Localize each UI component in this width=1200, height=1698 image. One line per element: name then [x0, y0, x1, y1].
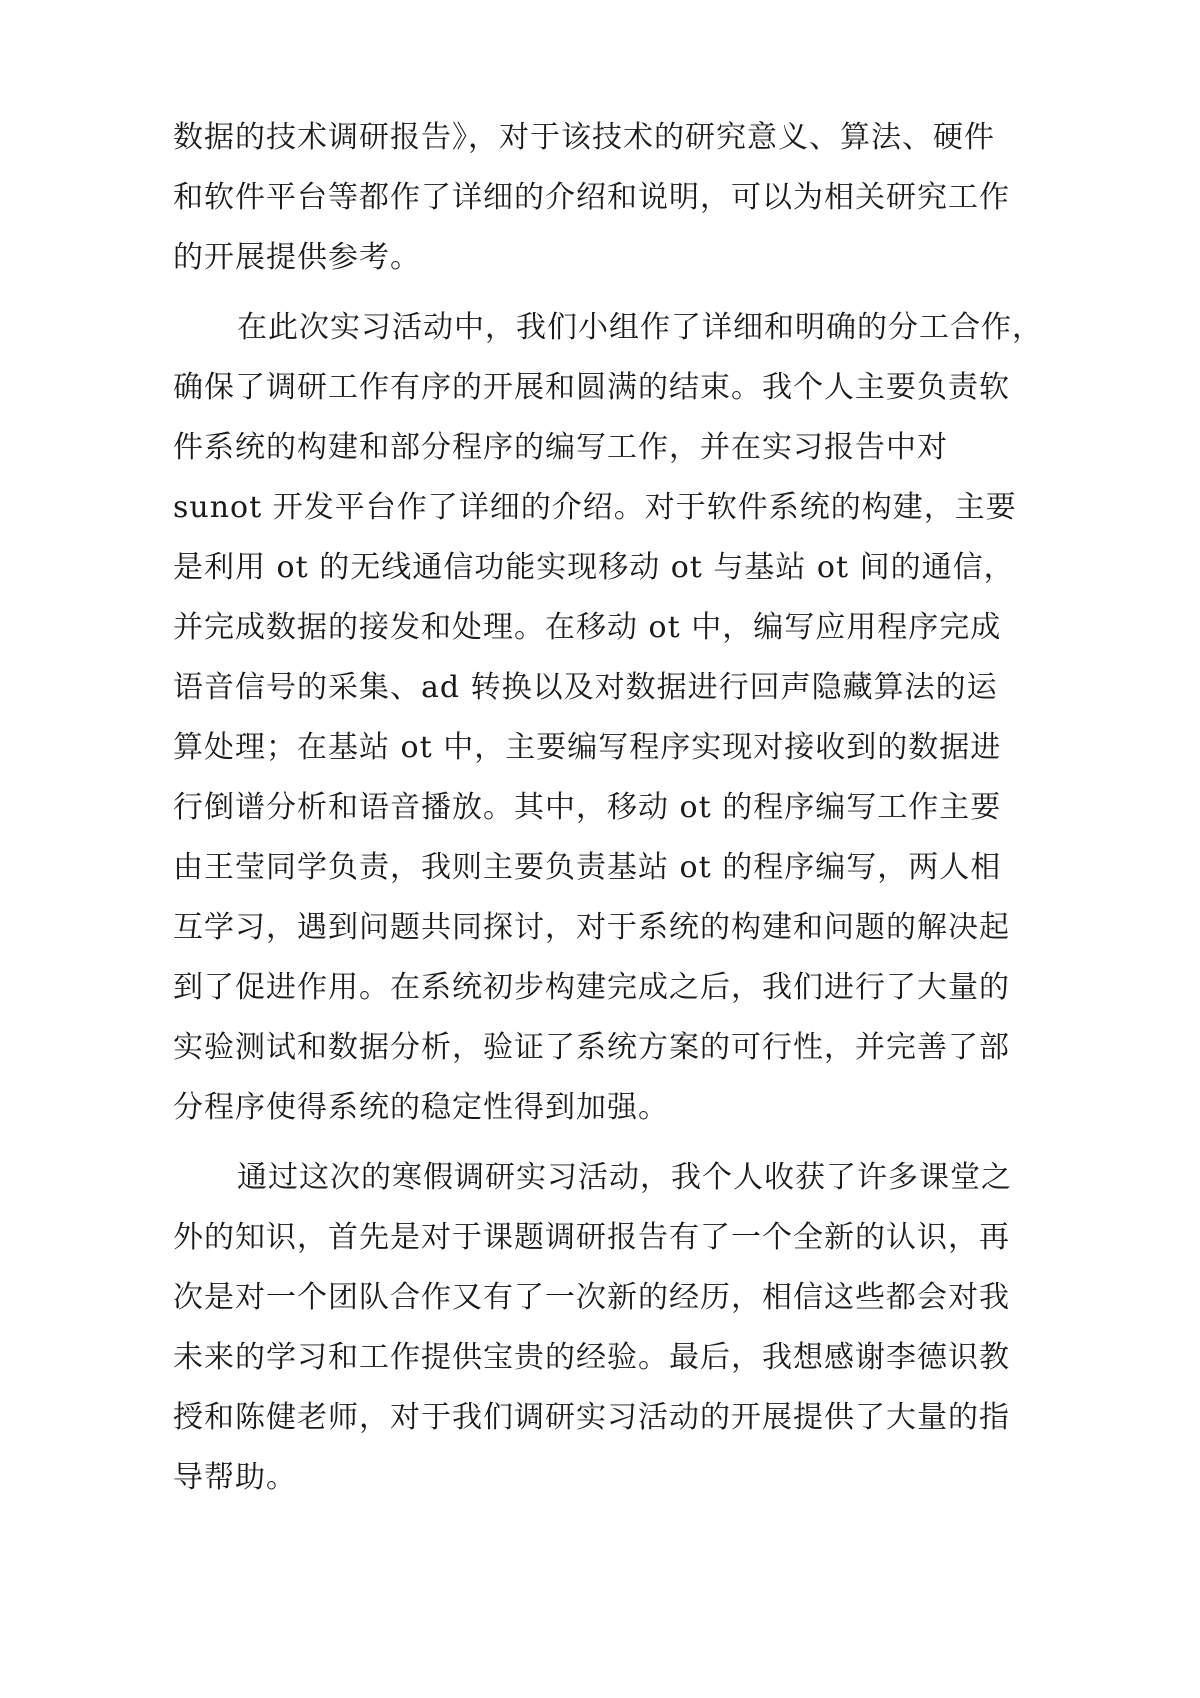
paragraph-2-line-14: 分程序使得系统的稳定性得到加强。	[173, 1090, 669, 1125]
paragraph-3-line-3: 次是对一个团队合作又有了一次新的经历，相信这些都会对我	[173, 1280, 1010, 1315]
paragraph-1-line-3: 的开展提供参考。	[173, 240, 421, 275]
paragraph-2-line-13: 实验测试和数据分析，验证了系统方案的可行性，并完善了部	[173, 1030, 1010, 1065]
paragraph-3-line-6: 导帮助。	[173, 1460, 297, 1495]
paragraph-2-line-12: 到了促进作用。在系统初步构建完成之后，我们进行了大量的	[173, 970, 1010, 1005]
paragraph-2-line-6: 并完成数据的接发和处理。在移动 ot 中，编写应用程序完成	[173, 610, 1002, 645]
paragraph-1-line-2: 和软件平台等都作了详细的介绍和说明，可以为相关研究工作	[173, 180, 1010, 215]
paragraph-1-line-1: 数据的技术调研报告》，对于该技术的研究意义、算法、硬件	[173, 120, 995, 155]
paragraph-2-line-2: 确保了调研工作有序的开展和圆满的结束。我个人主要负责软	[173, 370, 1010, 405]
paragraph-2-line-10: 由王莹同学负责，我则主要负责基站 ot 的程序编写，两人相	[173, 850, 1002, 885]
paragraph-3-line-4: 未来的学习和工作提供宝贵的经验。最后，我想感谢李德识教	[173, 1340, 1010, 1375]
paragraph-3-line-2: 外的知识，首先是对于课题调研报告有了一个全新的认识，再	[173, 1220, 1010, 1255]
paragraph-2-line-9: 行倒谱分析和语音播放。其中，移动 ot 的程序编写工作主要	[173, 790, 1002, 825]
paragraph-2-line-1: 在此次实习活动中，我们小组作了详细和明确的分工合作，	[237, 310, 1043, 345]
paragraph-3-line-5: 授和陈健老师，对于我们调研实习活动的开展提供了大量的指	[173, 1400, 1010, 1435]
paragraph-3-line-1: 通过这次的寒假调研实习活动，我个人收获了许多课堂之	[237, 1160, 1012, 1195]
paragraph-2-line-4: sunot 开发平台作了详细的介绍。对于软件系统的构建，主要	[173, 490, 1017, 525]
paragraph-2-line-5: 是利用 ot 的无线通信功能实现移动 ot 与基站 ot 间的通信，	[173, 550, 1015, 585]
paragraph-2-line-7: 语音信号的采集、ad 转换以及对数据进行回声隐藏算法的运	[173, 670, 998, 705]
paragraph-2-line-3: 件系统的构建和部分程序的编写工作，并在实习报告中对	[173, 430, 948, 465]
paragraph-2-line-11: 互学习，遇到问题共同探讨，对于系统的构建和问题的解决起	[173, 910, 1010, 945]
paragraph-2-line-8: 算处理；在基站 ot 中，主要编写程序实现对接收到的数据进	[173, 730, 1002, 765]
